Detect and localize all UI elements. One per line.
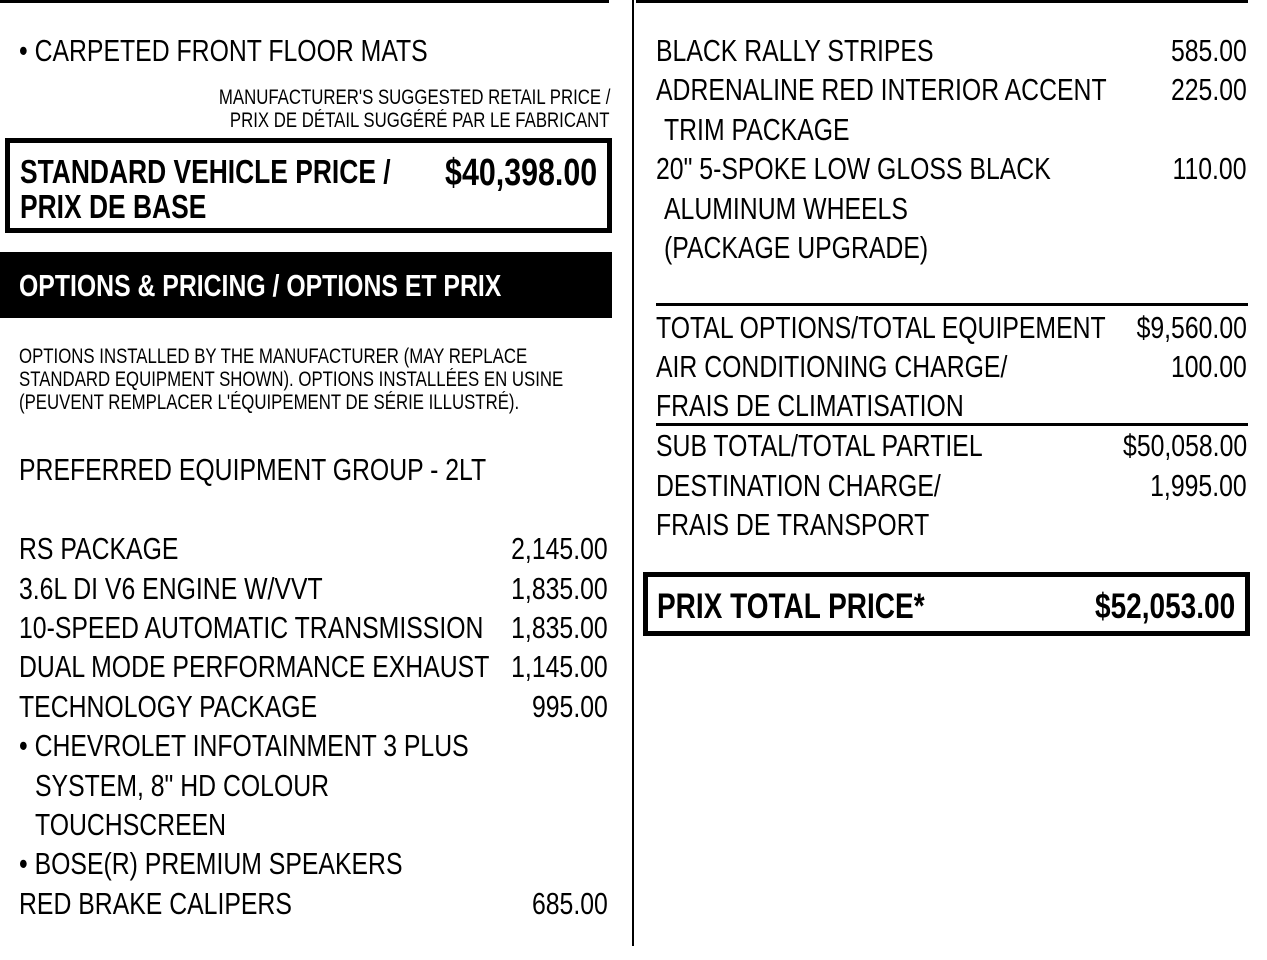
- right-item-label: BLACK RALLY STRIPES: [656, 33, 934, 68]
- option-price: 685.00: [532, 886, 608, 921]
- standard-price-label-line2: PRIX DE BASE: [20, 188, 207, 225]
- tech-sub-bullet-cont: SYSTEM, 8" HD COLOUR: [35, 768, 330, 803]
- right-item-label: ADRENALINE RED INTERIOR ACCENT: [656, 72, 1107, 107]
- option-label: RED BRAKE CALIPERS: [19, 886, 292, 921]
- option-label: 10-SPEED AUTOMATIC TRANSMISSION: [19, 610, 484, 645]
- options-header-title: OPTIONS & PRICING / OPTIONS ET PRIX: [19, 268, 502, 303]
- right-item-label-cont: (PACKAGE UPGRADE): [664, 230, 929, 265]
- tech-sub-bullet: • BOSE(R) PREMIUM SPEAKERS: [19, 846, 403, 881]
- total-options-value: $9,560.00: [1136, 310, 1247, 345]
- standard-price-label-line1: STANDARD VEHICLE PRICE /: [20, 153, 391, 190]
- subtotal-label: SUB TOTAL/TOTAL PARTIEL: [656, 428, 983, 463]
- ac-charge-value: 100.00: [1171, 349, 1247, 384]
- destination-value: 1,995.00: [1150, 468, 1247, 503]
- right-item-label-cont: ALUMINUM WHEELS: [664, 191, 908, 226]
- right-item-price: 225.00: [1171, 72, 1247, 107]
- floor-mats-item: [19, 31, 530, 71]
- right-item-price: 585.00: [1171, 33, 1247, 68]
- options-header-bar: [0, 252, 612, 318]
- tech-sub-bullet: • CHEVROLET INFOTAINMENT 3 PLUS: [19, 728, 469, 763]
- totals-rule: [656, 303, 1248, 306]
- total-price-label: PRIX TOTAL PRICE*: [657, 587, 925, 626]
- total-price-value: $52,053.00: [1094, 587, 1235, 626]
- subtotal-value: $50,058.00: [1122, 428, 1247, 463]
- top-rule-left: [0, 0, 609, 3]
- msrp-label: [121, 86, 610, 132]
- standard-price-value: $40,398.00: [444, 152, 597, 194]
- option-label: DUAL MODE PERFORMANCE EXHAUST: [19, 649, 490, 684]
- option-price: 1,145.00: [511, 649, 608, 684]
- options-note: [19, 345, 699, 414]
- option-price: 995.00: [532, 689, 608, 724]
- total-options-label: TOTAL OPTIONS/TOTAL EQUIPEMENT: [656, 310, 1106, 345]
- top-rule-right: [636, 0, 1248, 3]
- tech-sub-bullet-cont: TOUCHSCREEN: [35, 807, 227, 842]
- total-price-box: [643, 572, 1250, 636]
- options-note-line1: OPTIONS INSTALLED BY THE MANUFACTURER (MAY REPLACE: [19, 345, 528, 368]
- ac-charge-label-cont: FRAIS DE CLIMATISATION: [656, 388, 964, 423]
- option-label: TECHNOLOGY PACKAGE: [19, 689, 318, 724]
- msrp-label-line2: PRIX DE DÉTAIL SUGGÉRÉ PAR LE FABRICANT: [230, 109, 610, 132]
- floor-mats-label: • CARPETED FRONT FLOOR MATS: [19, 33, 428, 68]
- options-note-line3: (PEUVENT REMPLACER L'ÉQUIPEMENT DE SÉRIE ILLUSTRÉ).: [19, 391, 520, 414]
- ac-charge-label: AIR CONDITIONING CHARGE/: [656, 349, 1008, 384]
- option-label: RS PACKAGE: [19, 531, 179, 566]
- option-price: 1,835.00: [511, 610, 608, 645]
- destination-label: DESTINATION CHARGE/: [656, 468, 941, 503]
- equipment-group: PREFERRED EQUIPMENT GROUP - 2LT: [19, 452, 487, 487]
- option-price: 2,145.00: [511, 531, 608, 566]
- option-price: 1,835.00: [511, 571, 608, 606]
- right-item-label: 20" 5-SPOKE LOW GLOSS BLACK: [656, 151, 1051, 186]
- standard-price-box: [5, 138, 612, 233]
- options-note-line2: STANDARD EQUIPMENT SHOWN). OPTIONS INSTALLÉES EN USINE: [19, 368, 564, 391]
- right-item-label-cont: TRIM PACKAGE: [664, 112, 850, 147]
- msrp-label-line1: MANUFACTURER'S SUGGESTED RETAIL PRICE /: [218, 86, 610, 109]
- right-item-price: 110.00: [1172, 151, 1247, 186]
- option-label: 3.6L DI V6 ENGINE W/VVT: [19, 571, 323, 606]
- column-divider: [632, 0, 634, 946]
- destination-label-cont: FRAIS DE TRANSPORT: [656, 507, 930, 542]
